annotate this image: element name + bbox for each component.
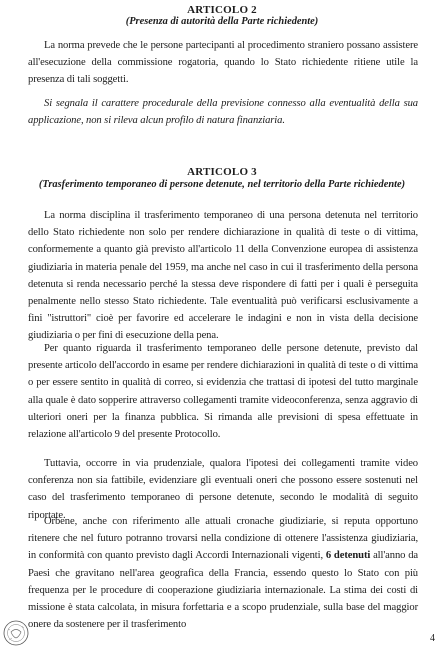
article-3-paragraph-4 [28,513,418,633]
article-3-paragraph-1: La norma disciplina il trasferimento temporaneo di una persona detenuta nel territorio dello Stato richiedente non solo per rendere dichiarazione in qualità di teste o di vittima, conformemente a quanto già previsto all'articolo 11 della Convenzione europea di assistenza giudiziaria in materia penale del 1959, ma anche nel caso in cui il trasferimento della persona detenuta si renda necessario perché la stessa deve rispondere di fatti per i quali è perseguita penalmente nello stesso Stato richiedente. Tale eventualità può verificarsi esclusivamente a fini "istruttori" cioè per favorire ed accelerare le indagini e non in vista della decisione giudiziaria o per fini di esecuzione della pena. [28,210,418,342]
article-3-heading: ARTICOLO 3 [187,166,257,178]
paragraph-4-text-start: Orbene, anche con riferimento alle attuali cronache giudiziarie, si reputa opportuno ritenere che nel futuro potranno trovarsi nella condizione di ottenere l'assistenza giudiziaria, in conformità con quanto previsto dagli Accordi Internazionali vigenti, [28,516,418,562]
article-3-subheading: (Trasferimento temporaneo di persone detenute, nel territorio della Parte richiedente) [38,179,406,190]
detainee-count: 6 detenuti [325,550,371,562]
paragraph-4-text-end: all'anno da Paesi che gravitano nell'area geografica della Francia, essendo questo lo Stato con più frequenza per le procedure di cooperazione giudiziaria internazionale. La stima dei costi di missione è stata calcolata, in misura forfettaria e a scopo prudenziale, sulla base del maggior onere da sostenere per il trasferimento [28,550,418,631]
article-2-paragraph-1: La norma prevede che le persone partecipanti al procedimento straniero possano assistere all'esecuzione della commissione rogatoria, quando lo Stato richiedente ritiene utile la presenza di tali soggetti. [28,40,418,86]
official-stamp-icon [3,620,29,646]
article-2-heading: ARTICOLO 2 [187,4,257,16]
article-2-subheading: (Presenza di autorità della Parte richiedente) [125,16,319,27]
article-2-paragraph-2: Si segnala il carattere procedurale della previsione connesso alla eventualità della sua applicazione, non si rileva alcun profilo di natura finanziaria. [28,98,418,127]
page-number: 4 [430,633,435,644]
article-3-paragraph-2: Per quanto riguarda il trasferimento temporaneo delle persone detenute, previsto dal presente articolo dell'accordo in esame per rendere dichiarazioni in qualità di teste o di vittima o per essere sentito in qualità di correo, si evidenzia che trattasi di ipotesi del tutto marginale alla quale è dato sopperire attraverso collegamenti tramite videoconferenza, senza aggravio di ulteriori oneri per la finanza pubblica. Si rimanda alle previsioni di spesa effettuate in relazione all'articolo 9 del presente Protocollo. [28,343,418,441]
article-3-paragraph-3: Tuttavia, occorre in via prudenziale, qualora l'ipotesi dei collegamenti tramite video conferenza non sia fattibile, evidenziare gli eventuali oneri che possono essere sostenuti nel caso del trasferimento temporaneo di persone detenute, secondo le modalità di seguito riportate. [28,458,418,521]
